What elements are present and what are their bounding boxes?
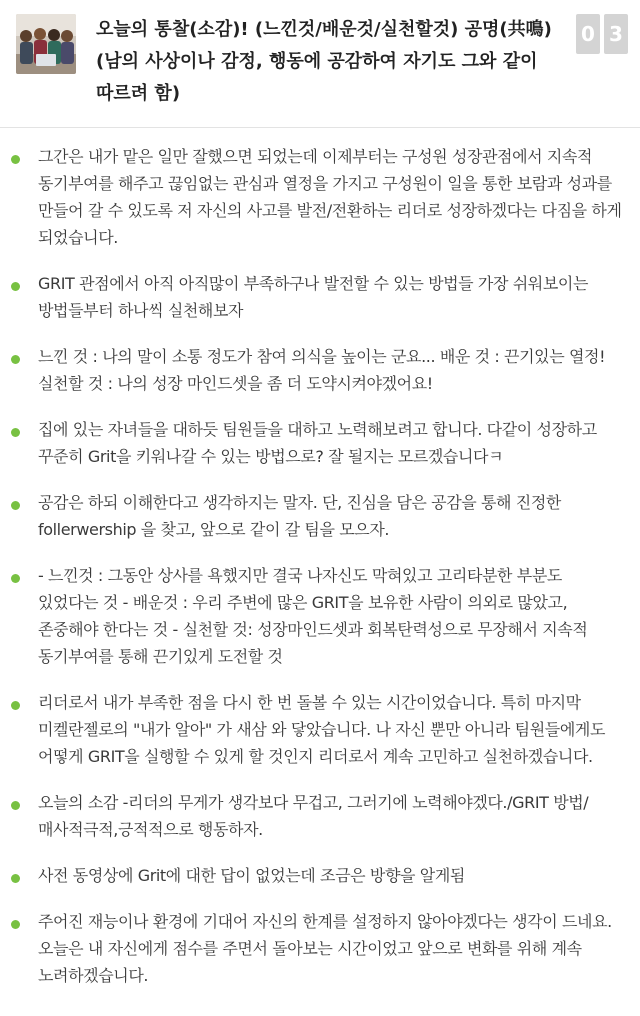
bullet-icon <box>11 501 20 510</box>
list-item <box>0 908 640 989</box>
bullet-icon <box>11 920 20 929</box>
comment-text: - 느낀것 : 그동안 상사를 욕했지만 결국 나자신도 막혀있고 고리타분한 부분도 있었다는 것 - 배운것 : 우리 주변에 많은 GRIT을 보유한 사람이 의외로 많았고, 존중해야 한다는 것 - 실천할 것: 성장마인드셋과 회복탄력성으로 무장해서 지속적 동기부여를 통해 끈기있게 도전할 것 <box>38 566 588 666</box>
comment-text: 느낀 것 : 나의 말이 소통 정도가 참여 의식을 높이는 군요... 배운 것 : 끈기있는 열정! 실천할 것 : 나의 성장 마인드셋을 좀 더 도약시켜야겠어요! <box>38 347 606 393</box>
list-item <box>0 689 640 770</box>
bullet-icon <box>11 355 20 364</box>
comment-text: 집에 있는 자녀들을 대하듯 팀원들을 대하고 노력해보려고 합니다. 다같이 성장하고 꾸준히 Grit을 키워나갈 수 있는 방법으로? 잘 될지는 모르겠습니다ㅋ <box>38 420 597 466</box>
page-title: 오늘의 통찰(소감)! (느낀것/배운것/실천할것) 공명(共鳴) (남의 사상이나 감정, 행동에 공감하여 자기도 그와 같이 따르려 함) <box>96 19 552 104</box>
comment-list <box>0 143 640 1008</box>
list-item <box>0 143 640 251</box>
thumbnail-image <box>16 14 76 74</box>
list-item <box>0 343 640 397</box>
list-item <box>0 789 640 843</box>
list-item <box>0 270 640 324</box>
list-item <box>0 489 640 543</box>
comment-counter <box>576 14 628 54</box>
header <box>0 0 640 128</box>
bullet-icon <box>11 701 20 710</box>
bullet-icon <box>11 155 20 164</box>
list-item <box>0 862 640 889</box>
counter-digit: 3 <box>604 14 628 54</box>
counter-digit: 0 <box>576 14 600 54</box>
bullet-icon <box>11 801 20 810</box>
list-item <box>0 562 640 670</box>
comment-text: 그간은 내가 맡은 일만 잘했으면 되었는데 이제부터는 구성원 성장관점에서 지속적 동기부여를 해주고 끊임없는 관심과 열정을 가지고 구성원이 일을 통한 보람과 성과를 만들어 갈 수 있도록 저 자신의 사고를 발전/전환하는 리더로 성장하겠다는 다짐을 하게 되었습니다. <box>38 147 622 247</box>
bullet-icon <box>11 428 20 437</box>
bullet-icon <box>11 282 20 291</box>
bullet-icon <box>11 874 20 883</box>
group-photo-icon <box>16 14 76 74</box>
comment-text: 사전 동영상에 Grit에 대한 답이 없었는데 조금은 방향을 알게됨 <box>38 866 465 885</box>
comment-text: GRIT 관점에서 아직 아직많이 부족하구나 발전할 수 있는 방법들 가장 쉬워보이는 방법들부터 하나씩 실천해보자 <box>38 274 589 320</box>
comment-text: 오늘의 소감 -리더의 무게가 생각보다 무겁고, 그러기에 노력해야겠다./GRIT 방법/매사적극적,긍적적으로 행동하자. <box>38 793 589 839</box>
comment-text: 공감은 하되 이해한다고 생각하지는 말자. 단, 진심을 담은 공감을 통해 진정한 follerwership 을 찾고, 앞으로 같이 갈 팀을 모으자. <box>38 493 561 539</box>
comment-text: 리더로서 내가 부족한 점을 다시 한 번 돌볼 수 있는 시간이었습니다. 특히 마지막 미켈란젤로의 "내가 알아" 가 새삼 와 닿았습니다. 나 자신 뿐만 아니라 팀원들에게도 어떻게 GRIT을 실행할 수 있게 할 것인지 리더로서 계속 고민하고 실천하겠습니다. <box>38 693 605 766</box>
bullet-icon <box>11 574 20 583</box>
comment-text: 주어진 재능이나 환경에 기대어 자신의 한계를 설정하지 않아야겠다는 생각이 드네요. 오늘은 내 자신에게 점수를 주면서 돌아보는 시간이었고 앞으로 변화를 위해 계속 노려하겠습니다. <box>38 912 612 985</box>
list-item <box>0 416 640 470</box>
